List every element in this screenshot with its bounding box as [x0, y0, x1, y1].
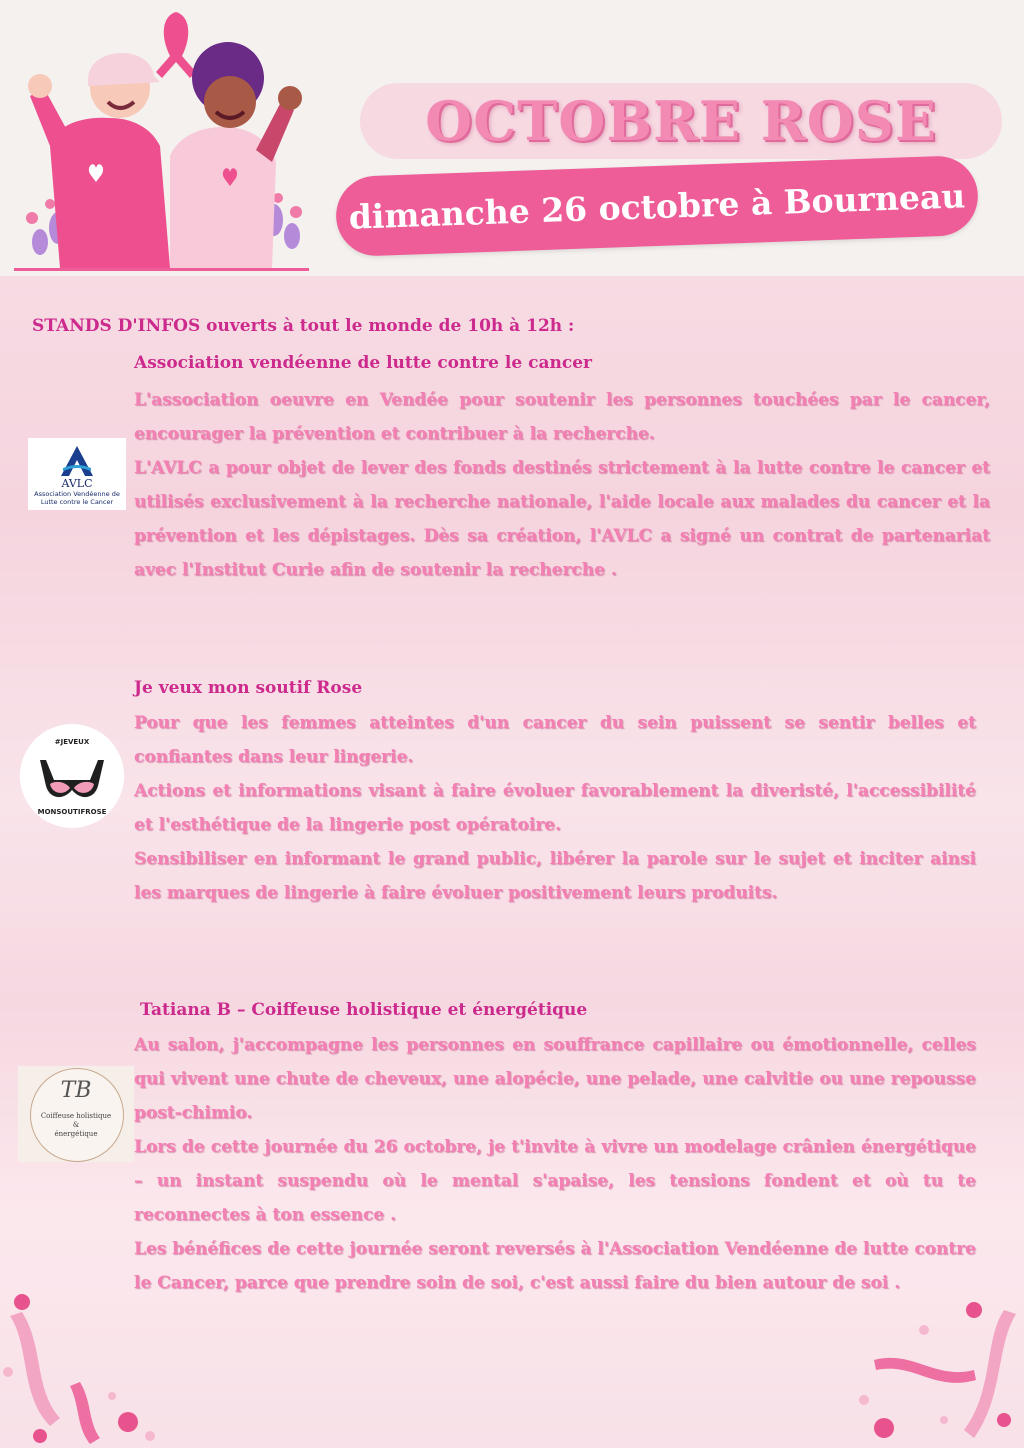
soutif-paragraph-1: Pour que les femmes atteintes d'un cancer du sein puissent se sentir belles et confiantes dans leur lingerie. [134, 713, 976, 767]
avlc-paragraph-1: L'association oeuvre en Vendée pour soutenir les personnes touchées par le cancer, encourager la prévention et contribuer à la recherche. [134, 390, 990, 444]
avlc-logo [28, 438, 126, 510]
tatiana-logo [18, 1066, 134, 1162]
avlc-logo-subtitle: Association Vendéenne de Lutte contre le Cancer [34, 490, 120, 506]
date-banner [335, 155, 979, 257]
tatiana-paragraph-1: Au salon, j'accompagne les personnes en souffrance capillaire ou émotionnelle, celles qui vivent une chute de cheveux, une alopécie, une pelade, une calvitie ou une repousse post-chimio. [134, 1035, 976, 1123]
tatiana-logo-line-3: énergétique [54, 1130, 98, 1138]
tatiana-logo-line-1: Coiffeuse holistique [40, 1112, 112, 1120]
soutif-logo-top: #JEVEUX [54, 738, 90, 746]
women-ribbon-illustration [10, 6, 310, 272]
page-title: OCTOBRE ROSE [425, 89, 937, 153]
soutif-logo-bottom: MONSOUTIFROSE [37, 808, 107, 816]
event-date: dimanche 26 octobre à Bourneau [348, 175, 966, 237]
tatiana-logo-initials: TB [60, 1078, 92, 1103]
soutif-paragraph-3: Sensibiliser en informant le grand public, libérer la parole sur le sujet et inciter ainsi les marques de lingerie à faire évoluer positivement leurs produits. [134, 849, 976, 903]
tatiana-paragraph-3: Les bénéfices de cette journée seront reversés à l'Association Vendéenne de lutte contre le Cancer, parce que prendre soin de soi, c'est aussi faire du bien autour de soi . [134, 1239, 976, 1293]
tatiana-logo-text [18, 1112, 134, 1139]
avlc-mark-icon [57, 444, 97, 478]
hero-underline [14, 268, 309, 271]
avlc-paragraph-2: L'AVLC a pour objet de lever des fonds destinés strictement à la lutte contre le cancer et utilisés exclusivement à la recherche nationale, l'aide locale aux malades du cancer et la prévention et les dépistages. Dès sa création, l'AVLC a signé un contrat de partenariat avec l'Institut Curie afin de soutenir la recherche . [134, 458, 990, 580]
soutif-paragraph-2: Actions et informations visant à faire évoluer favorablement la diveristé, l'accessibilité et l'esthétique de la lingerie post opératoire. [134, 781, 976, 835]
section-title-avlc: Association vendéenne de lutte contre le cancer [134, 353, 592, 373]
ribbon-flowers-right-decoration [854, 1300, 1024, 1448]
tatiana-paragraph-2: Lors de cette journée du 26 octobre, je t'invite à vivre un modelage crânien énergétique – un instant suspendu où le mental s'apaise, les tensions fondent et où tu te reconnectes à ton essence . [134, 1137, 976, 1225]
section-title-tatiana: Tatiana B – Coiffeuse holistique et énergétique [140, 1000, 588, 1020]
soutif-logo [20, 724, 124, 828]
stands-heading: STANDS D'INFOS ouverts à tout le monde de 10h à 12h : [32, 316, 575, 336]
section-title-soutif: Je veux mon soutif Rose [134, 678, 363, 698]
bra-icon [36, 756, 108, 804]
ribbon-flowers-left-decoration [0, 1286, 170, 1448]
avlc-logo-name: AVLC [61, 477, 93, 490]
tatiana-logo-line-2: & [72, 1121, 80, 1129]
title-banner [360, 83, 1002, 159]
